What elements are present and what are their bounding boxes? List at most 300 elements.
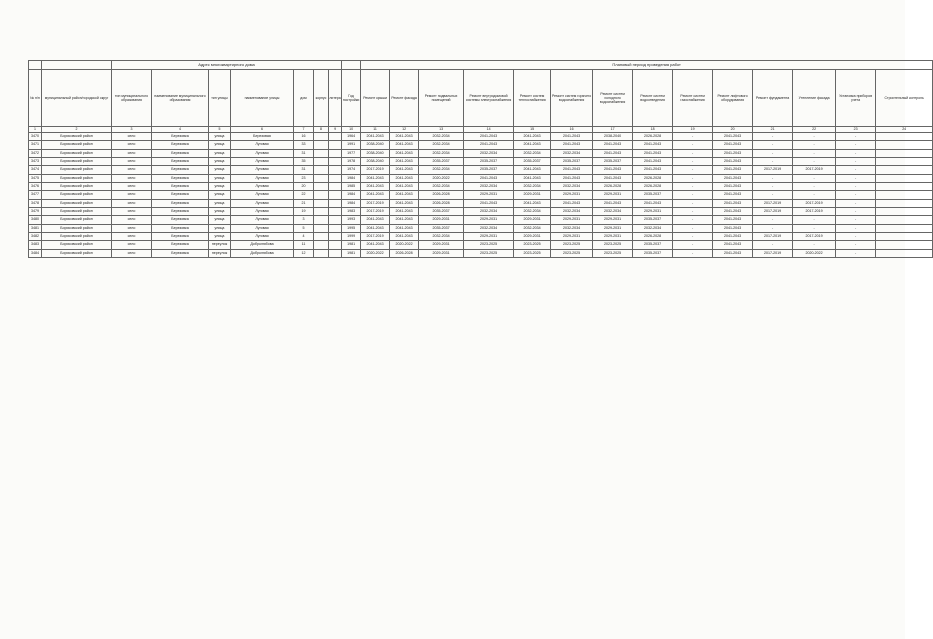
- table-cell: 2041-2043: [713, 158, 753, 166]
- table-cell: [329, 149, 342, 157]
- table-cell: 1964: [342, 133, 361, 141]
- table-cell: улица: [209, 174, 231, 182]
- table-cell: 2041-2043: [514, 141, 551, 149]
- table-cell: 2041-2043: [361, 133, 390, 141]
- table-cell: 35: [294, 158, 314, 166]
- table-cell: 2041-2043: [713, 174, 753, 182]
- table-cell: Борисовский район: [42, 249, 112, 257]
- table-body: [29, 133, 933, 258]
- table-cell: 2041-2043: [551, 133, 593, 141]
- table-cell: 2029-2031: [593, 191, 633, 199]
- table-cell: [876, 199, 933, 207]
- table-cell: 1991: [342, 141, 361, 149]
- table-cell: [314, 249, 329, 257]
- table-cell: улица: [209, 199, 231, 207]
- table-cell: 2023-2025: [593, 249, 633, 257]
- column-number: 6: [231, 127, 294, 133]
- table-cell: Борисовский район: [42, 216, 112, 224]
- table-cell: 2035-2037: [633, 241, 673, 249]
- table-cell: улица: [209, 183, 231, 191]
- table-cell: [876, 166, 933, 174]
- column-number: 13: [419, 127, 464, 133]
- table-cell: 1985: [342, 183, 361, 191]
- table-cell: [314, 174, 329, 182]
- table-cell: 19: [294, 208, 314, 216]
- table-cell: 2032-2034: [514, 208, 551, 216]
- table-cell: Борисовский район: [42, 158, 112, 166]
- table-row: [29, 158, 933, 166]
- table-cell: 2017-2019: [361, 199, 390, 207]
- table-cell: 2041-2043: [361, 191, 390, 199]
- column-header: наименование муниципального образования: [152, 70, 209, 127]
- column-number: 21: [753, 127, 793, 133]
- table-cell: 2029-2031: [633, 208, 673, 216]
- table-cell: 12: [294, 249, 314, 257]
- table-cell: Березовка: [152, 166, 209, 174]
- column-number: 20: [713, 127, 753, 133]
- table-cell: -: [673, 249, 713, 257]
- table-cell: 3482: [29, 233, 42, 241]
- table-cell: 2026-2028: [633, 233, 673, 241]
- table-cell: -: [753, 216, 793, 224]
- table-cell: [329, 199, 342, 207]
- table-cell: 2035-2037: [464, 158, 514, 166]
- table-cell: 2041-2043: [390, 199, 419, 207]
- table-cell: Березовая: [231, 133, 294, 141]
- table-cell: переулок: [209, 241, 231, 249]
- table-cell: 1978: [342, 158, 361, 166]
- table-cell: 3479: [29, 208, 42, 216]
- table-cell: -: [836, 133, 876, 141]
- table-cell: улица: [209, 208, 231, 216]
- table-cell: Луговая: [231, 149, 294, 157]
- table-cell: 1984: [342, 191, 361, 199]
- table-cell: [876, 216, 933, 224]
- table-cell: [314, 149, 329, 157]
- column-header: Ремонт систем горячего водоснабжения: [551, 70, 593, 127]
- table-cell: 2020-2022: [793, 249, 836, 257]
- table-cell: [876, 174, 933, 182]
- column-number: 22: [793, 127, 836, 133]
- table-cell: 3476: [29, 183, 42, 191]
- table-cell: 2041-2043: [464, 133, 514, 141]
- table-cell: 1984: [342, 174, 361, 182]
- table-cell: -: [753, 141, 793, 149]
- table-cell: 23: [294, 174, 314, 182]
- table-cell: 2023-2025: [551, 241, 593, 249]
- column-number: 2: [42, 127, 112, 133]
- column-header: Строительный контроль: [876, 70, 933, 127]
- table-cell: [314, 208, 329, 216]
- table-cell: [876, 191, 933, 199]
- table-cell: 2017-2019: [793, 208, 836, 216]
- column-header: Ремонт систем газоснабжения: [673, 70, 713, 127]
- header-group-row: [29, 61, 933, 70]
- table-cell: 2038-2040: [593, 133, 633, 141]
- table-cell: [329, 158, 342, 166]
- table-cell: село: [112, 149, 152, 157]
- column-header: Ремонт фасада: [390, 70, 419, 127]
- table-cell: 2041-2043: [633, 149, 673, 157]
- table-cell: -: [793, 216, 836, 224]
- table-cell: 2041-2043: [464, 199, 514, 207]
- table-cell: -: [673, 216, 713, 224]
- table-cell: 2041-2043: [361, 216, 390, 224]
- table-cell: 2026-2028: [633, 183, 673, 191]
- table-cell: 2041-2043: [464, 174, 514, 182]
- table-cell: 2023-2025: [464, 249, 514, 257]
- table-cell: улица: [209, 191, 231, 199]
- table-cell: 2041-2043: [713, 241, 753, 249]
- table-cell: село: [112, 233, 152, 241]
- table-cell: Березовка: [152, 174, 209, 182]
- table-cell: -: [836, 249, 876, 257]
- column-header: Установка приборов учета: [836, 70, 876, 127]
- table-cell: 2023-2025: [551, 249, 593, 257]
- table-cell: 2020-2022: [390, 241, 419, 249]
- table-cell: 2041-2043: [514, 133, 551, 141]
- table-cell: 2017-2019: [361, 208, 390, 216]
- table-cell: 2017-2019: [361, 166, 390, 174]
- table-cell: [329, 133, 342, 141]
- column-number: 3: [112, 127, 152, 133]
- table-cell: Березовка: [152, 141, 209, 149]
- table-cell: -: [673, 183, 713, 191]
- column-header: Ремонт систем холодного водоснабжения: [593, 70, 633, 127]
- table-cell: [876, 141, 933, 149]
- table-cell: 2041-2043: [633, 141, 673, 149]
- table-cell: 2032-2034: [633, 224, 673, 232]
- table-row: [29, 216, 933, 224]
- table-cell: село: [112, 141, 152, 149]
- table-cell: улица: [209, 216, 231, 224]
- table-cell: Добролюбова: [231, 249, 294, 257]
- table-cell: Борисовский район: [42, 133, 112, 141]
- table-cell: -: [793, 174, 836, 182]
- table-cell: 2041-2043: [514, 174, 551, 182]
- table-row: [29, 233, 933, 241]
- column-header: Ремонт подвальных помещений: [419, 70, 464, 127]
- table-cell: [329, 208, 342, 216]
- table-cell: 2041-2043: [551, 141, 593, 149]
- table-cell: 2041-2043: [713, 199, 753, 207]
- table-row: [29, 249, 933, 257]
- table-cell: 2041-2043: [713, 224, 753, 232]
- table-cell: 2020-2022: [419, 174, 464, 182]
- column-header: тип муниципального образования: [112, 70, 152, 127]
- column-header: наименование улицы: [231, 70, 294, 127]
- table-cell: Луговая: [231, 208, 294, 216]
- table-cell: Луговая: [231, 199, 294, 207]
- column-number: 17: [593, 127, 633, 133]
- table-cell: 3: [294, 216, 314, 224]
- table-cell: Луговая: [231, 183, 294, 191]
- table-cell: Борисовский район: [42, 166, 112, 174]
- table-cell: 2035-2037: [419, 224, 464, 232]
- table-cell: 2035-2037: [633, 191, 673, 199]
- table-cell: [329, 249, 342, 257]
- table-cell: Луговая: [231, 166, 294, 174]
- table-cell: Борисовский район: [42, 174, 112, 182]
- table-cell: 3475: [29, 174, 42, 182]
- table-cell: [314, 141, 329, 149]
- table-cell: Борисовский район: [42, 241, 112, 249]
- table-cell: 2041-2043: [390, 141, 419, 149]
- table-cell: [876, 183, 933, 191]
- table-cell: Борисовский район: [42, 233, 112, 241]
- table-cell: [329, 141, 342, 149]
- column-number: 7: [294, 127, 314, 133]
- column-header: Ремонт систем водоотведения: [633, 70, 673, 127]
- table-cell: село: [112, 208, 152, 216]
- column-number: 24: [876, 127, 933, 133]
- table-cell: 2041-2043: [713, 166, 753, 174]
- table-cell: 2041-2043: [551, 166, 593, 174]
- table-cell: -: [673, 191, 713, 199]
- table-cell: Луговая: [231, 224, 294, 232]
- table-cell: 2026-2028: [633, 133, 673, 141]
- table-cell: село: [112, 241, 152, 249]
- table-cell: -: [673, 224, 713, 232]
- table-cell: 31: [294, 166, 314, 174]
- table-cell: 2032-2034: [464, 183, 514, 191]
- table-cell: Березовка: [152, 199, 209, 207]
- table-cell: -: [836, 158, 876, 166]
- table-cell: 2017-2019: [753, 166, 793, 174]
- table-cell: Борисовский район: [42, 191, 112, 199]
- table-cell: [876, 149, 933, 157]
- column-header: Утепление фасада: [793, 70, 836, 127]
- table-cell: 2023-2025: [464, 241, 514, 249]
- table-cell: -: [753, 133, 793, 141]
- table-cell: 2032-2034: [419, 183, 464, 191]
- table-cell: -: [753, 158, 793, 166]
- table-cell: [876, 158, 933, 166]
- table-cell: Березовка: [152, 133, 209, 141]
- column-header: дом: [294, 70, 314, 127]
- table-cell: [314, 233, 329, 241]
- table-cell: Березовка: [152, 224, 209, 232]
- table-cell: село: [112, 174, 152, 182]
- table-cell: 2029-2031: [419, 249, 464, 257]
- table-cell: 1981: [342, 249, 361, 257]
- table-cell: 2041-2043: [390, 224, 419, 232]
- table-cell: 2041-2043: [514, 199, 551, 207]
- table-cell: Борисовский район: [42, 183, 112, 191]
- table-cell: Березовка: [152, 249, 209, 257]
- table-cell: -: [793, 224, 836, 232]
- table-cell: -: [673, 166, 713, 174]
- table-cell: 2029-2031: [419, 216, 464, 224]
- table-cell: 2032-2034: [514, 224, 551, 232]
- table-cell: [314, 133, 329, 141]
- column-number: 9: [329, 127, 342, 133]
- table-cell: 2032-2034: [419, 166, 464, 174]
- table-cell: -: [793, 133, 836, 141]
- table-cell: 1983: [342, 208, 361, 216]
- table-cell: Березовка: [152, 149, 209, 157]
- column-header: Ремонт лифтового оборудования: [713, 70, 753, 127]
- table-cell: 2029-2031: [551, 216, 593, 224]
- table-cell: [329, 241, 342, 249]
- table-cell: [876, 249, 933, 257]
- table-cell: -: [673, 174, 713, 182]
- table-cell: 1999: [342, 233, 361, 241]
- table-cell: 2038-2040: [361, 158, 390, 166]
- table-cell: Березовка: [152, 241, 209, 249]
- table-cell: 2017-2019: [793, 199, 836, 207]
- table-cell: [329, 191, 342, 199]
- table-cell: [329, 233, 342, 241]
- table-cell: -: [836, 216, 876, 224]
- table-cell: 3484: [29, 249, 42, 257]
- table-cell: 2035-2037: [593, 158, 633, 166]
- table-cell: 2029-2031: [593, 233, 633, 241]
- table-cell: Борисовский район: [42, 224, 112, 232]
- table-cell: Борисовский район: [42, 149, 112, 157]
- column-header: муниципальный район/городской округ: [42, 70, 112, 127]
- table-cell: 2029-2031: [551, 233, 593, 241]
- table-cell: [314, 199, 329, 207]
- table-cell: 2041-2043: [593, 199, 633, 207]
- table-cell: 2035-2037: [419, 208, 464, 216]
- table-cell: 2035-2037: [514, 158, 551, 166]
- table-row: [29, 183, 933, 191]
- table-cell: [876, 133, 933, 141]
- table-cell: 2029-2031: [464, 191, 514, 199]
- table-cell: Борисовский район: [42, 141, 112, 149]
- column-header: Ремонт внутридомовой системы электроснабжения: [464, 70, 514, 127]
- table-cell: 2017-2019: [793, 166, 836, 174]
- table-cell: 2029-2031: [464, 233, 514, 241]
- table-cell: 2041-2043: [713, 191, 753, 199]
- table-cell: улица: [209, 158, 231, 166]
- table-cell: 2017-2019: [753, 233, 793, 241]
- table-cell: 2035-2037: [464, 166, 514, 174]
- table-cell: [314, 183, 329, 191]
- table-cell: 3470: [29, 133, 42, 141]
- table-cell: [876, 233, 933, 241]
- column-header: корпус: [314, 70, 329, 127]
- table-cell: [314, 241, 329, 249]
- table-cell: 3477: [29, 191, 42, 199]
- table-cell: 2041-2043: [633, 166, 673, 174]
- table-cell: -: [673, 233, 713, 241]
- column-number: 12: [390, 127, 419, 133]
- table-cell: переулок: [209, 249, 231, 257]
- table-cell: [314, 191, 329, 199]
- table-cell: 2041-2043: [633, 158, 673, 166]
- table-cell: Березовка: [152, 158, 209, 166]
- table-cell: 2041-2043: [713, 216, 753, 224]
- table-cell: 2041-2043: [593, 149, 633, 157]
- table-cell: 2041-2043: [464, 141, 514, 149]
- table-cell: 1984: [342, 199, 361, 207]
- table-cell: 2041-2043: [390, 174, 419, 182]
- table-cell: село: [112, 133, 152, 141]
- column-number: 15: [514, 127, 551, 133]
- table-cell: 2032-2034: [551, 183, 593, 191]
- table-cell: 1993: [342, 216, 361, 224]
- table-cell: 2032-2034: [464, 208, 514, 216]
- table-cell: 2041-2043: [361, 224, 390, 232]
- table-cell: 4: [294, 233, 314, 241]
- table-cell: 20: [294, 183, 314, 191]
- table-row: [29, 241, 933, 249]
- table-cell: 2029-2031: [514, 191, 551, 199]
- table-cell: 2020-2022: [361, 249, 390, 257]
- table-cell: 2035-2037: [551, 158, 593, 166]
- table-row: [29, 166, 933, 174]
- table-cell: 2032-2034: [419, 233, 464, 241]
- table-cell: 1974: [342, 166, 361, 174]
- table-cell: 2041-2043: [390, 166, 419, 174]
- column-number: 23: [836, 127, 876, 133]
- column-number: 10: [342, 127, 361, 133]
- table-cell: 2032-2034: [593, 208, 633, 216]
- table-cell: 2017-2019: [793, 233, 836, 241]
- table-cell: Луговая: [231, 141, 294, 149]
- table-cell: 3472: [29, 149, 42, 157]
- table-cell: 2041-2043: [713, 183, 753, 191]
- table-cell: Луговая: [231, 158, 294, 166]
- table-cell: 2023-2025: [593, 241, 633, 249]
- table-cell: -: [753, 241, 793, 249]
- table-cell: 2032-2034: [551, 149, 593, 157]
- table-cell: 2041-2043: [390, 208, 419, 216]
- table-cell: -: [793, 149, 836, 157]
- table-cell: [876, 208, 933, 216]
- table-cell: 2029-2031: [419, 241, 464, 249]
- table-cell: -: [793, 141, 836, 149]
- header-label-row: [29, 70, 933, 127]
- table-cell: улица: [209, 224, 231, 232]
- table-row: [29, 149, 933, 157]
- table-cell: 2035-2037: [633, 249, 673, 257]
- table-cell: Луговая: [231, 233, 294, 241]
- table-cell: -: [673, 208, 713, 216]
- table-cell: 3478: [29, 199, 42, 207]
- table-cell: 2041-2043: [514, 166, 551, 174]
- table-row: [29, 133, 933, 141]
- table-cell: село: [112, 191, 152, 199]
- table-cell: село: [112, 183, 152, 191]
- table-cell: Луговая: [231, 216, 294, 224]
- table-cell: [314, 224, 329, 232]
- table-cell: 2026-2028: [390, 249, 419, 257]
- table-cell: 3480: [29, 216, 42, 224]
- column-number: 19: [673, 127, 713, 133]
- table-cell: 5: [294, 224, 314, 232]
- table-cell: [329, 174, 342, 182]
- table-cell: 2041-2043: [390, 149, 419, 157]
- column-number: 11: [361, 127, 390, 133]
- table-row: [29, 199, 933, 207]
- table-cell: 2041-2043: [390, 216, 419, 224]
- column-number: 14: [464, 127, 514, 133]
- table-cell: 2038-2040: [361, 141, 390, 149]
- table-cell: 2041-2043: [713, 249, 753, 257]
- table-cell: 2038-2040: [361, 149, 390, 157]
- table-cell: 3474: [29, 166, 42, 174]
- table-cell: село: [112, 224, 152, 232]
- table-cell: -: [836, 183, 876, 191]
- column-number: 5: [209, 127, 231, 133]
- table-cell: 2032-2034: [419, 141, 464, 149]
- table-cell: -: [836, 233, 876, 241]
- header-cell: [29, 61, 42, 70]
- table-cell: -: [673, 133, 713, 141]
